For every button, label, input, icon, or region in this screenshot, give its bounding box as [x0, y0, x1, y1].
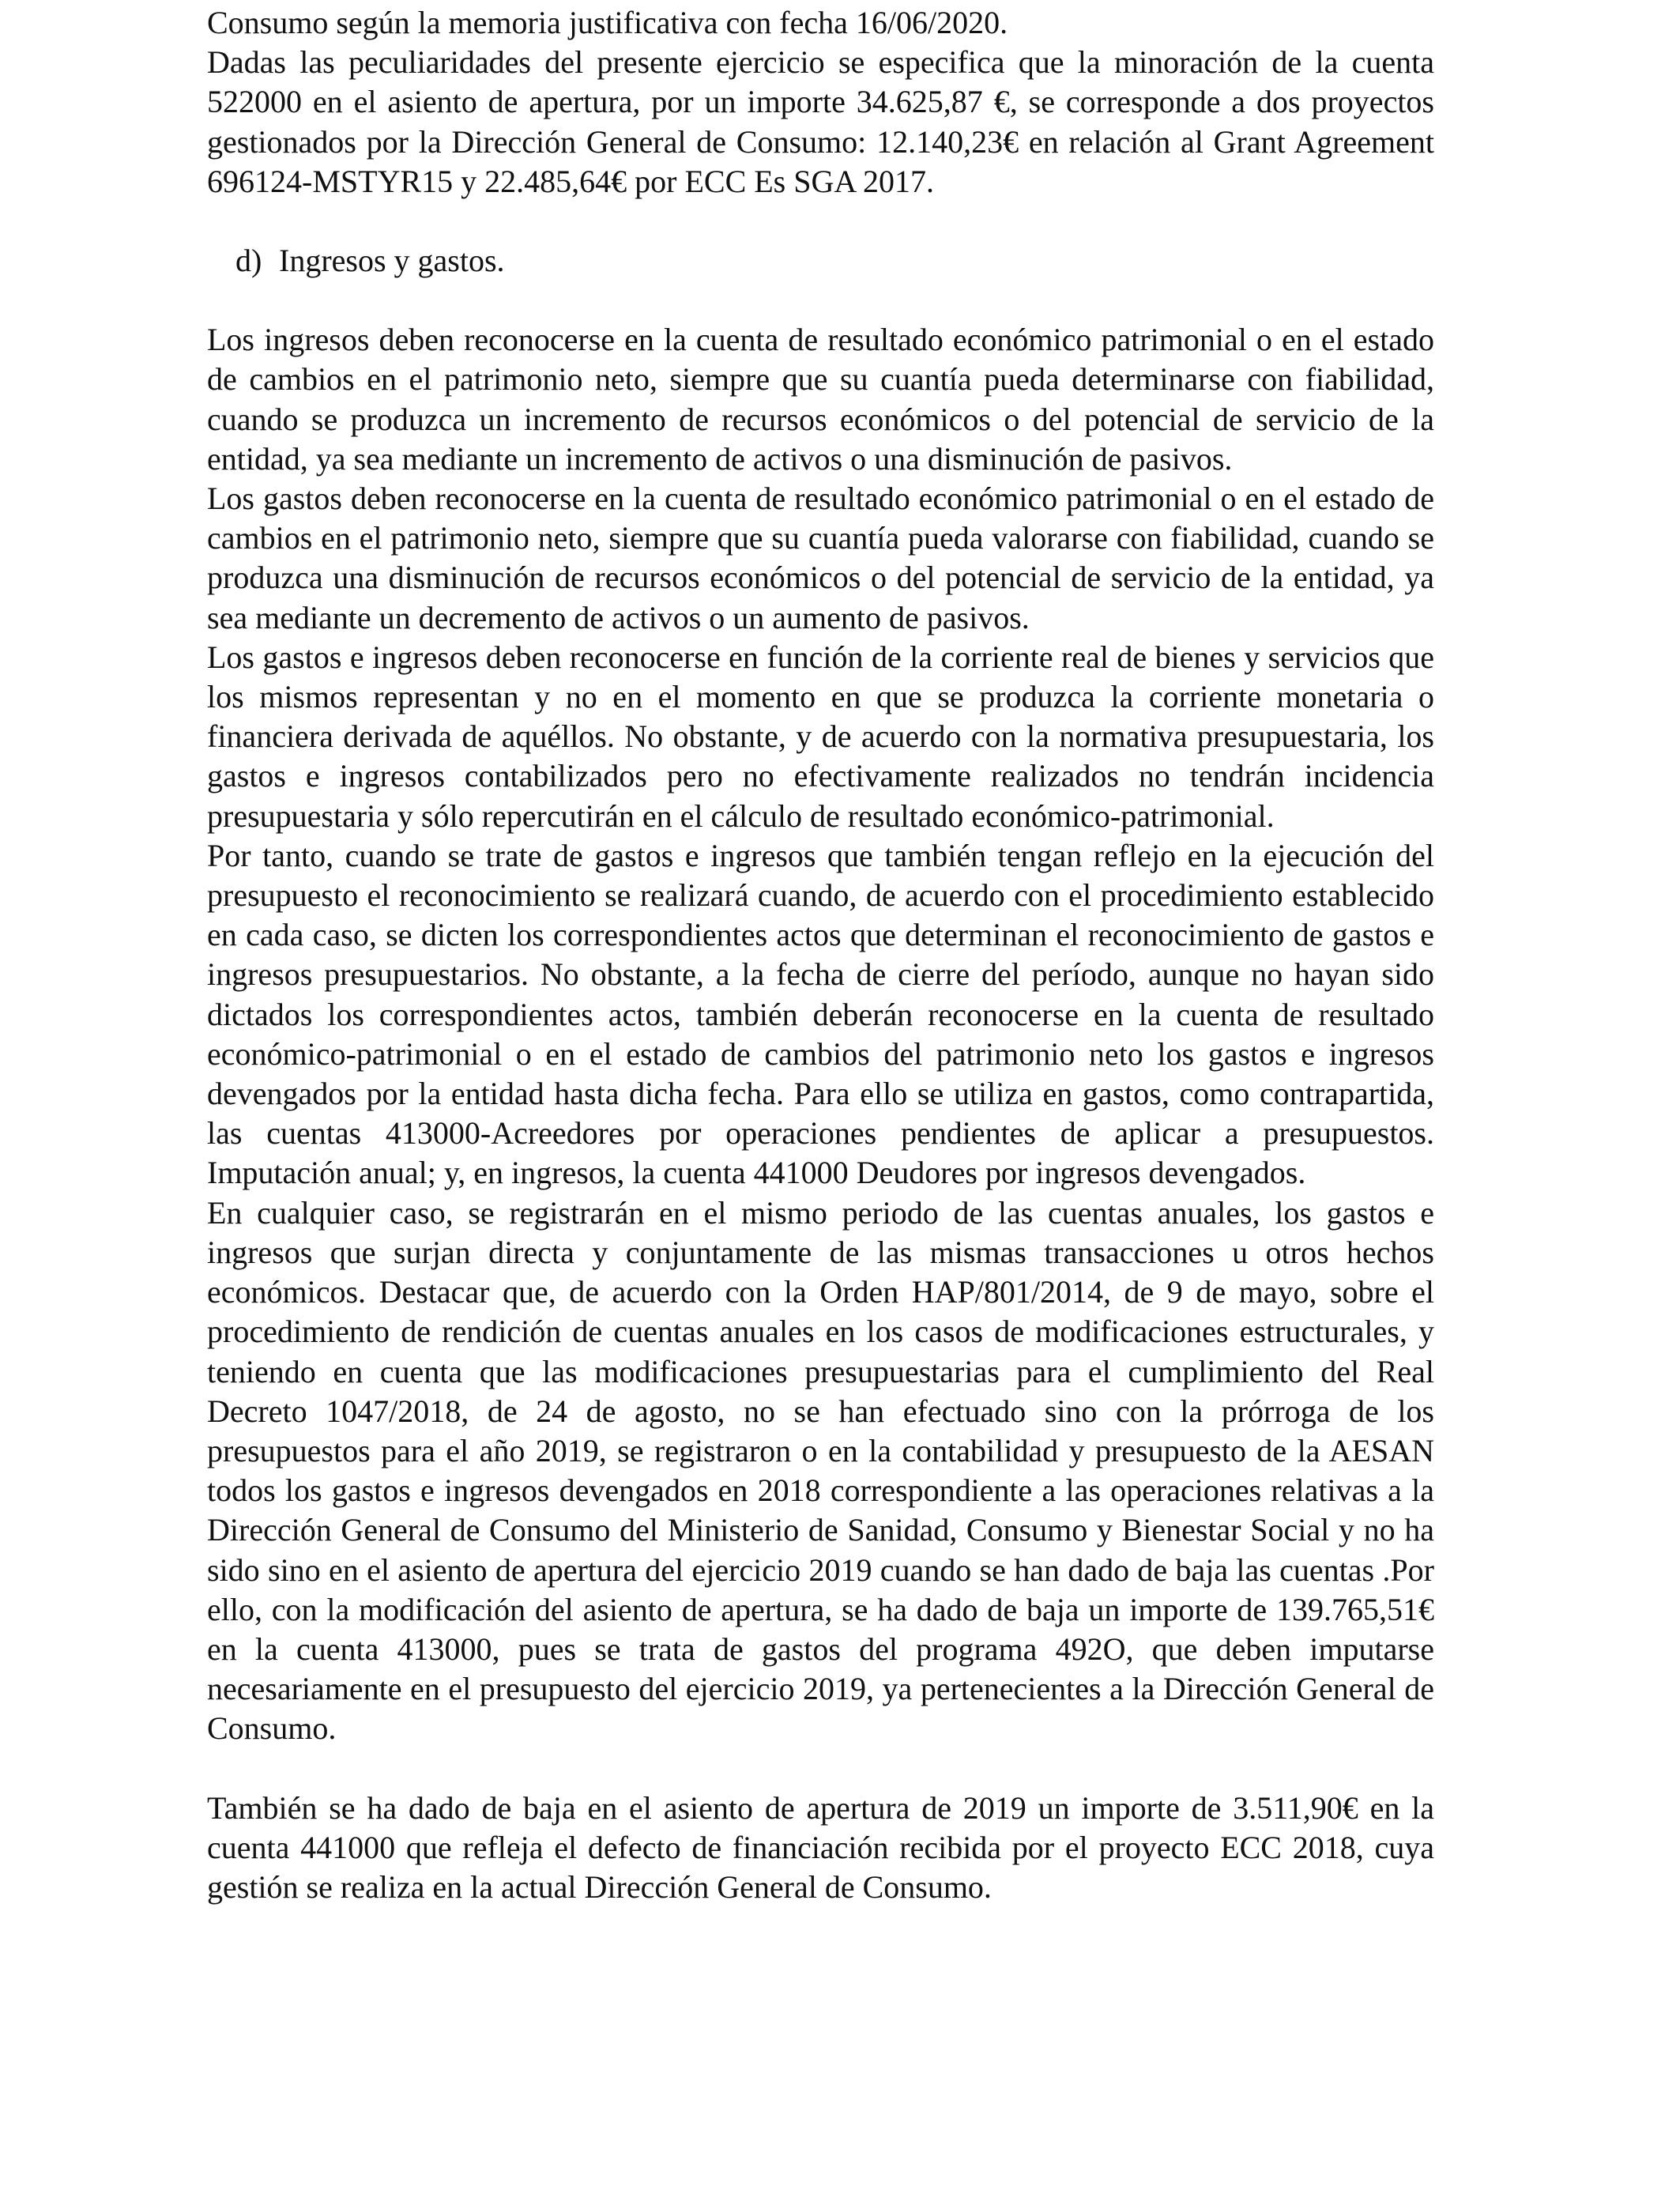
paragraph-minoracion-cuenta: Dadas las peculiaridades del presente ejercicio se especifica que la minoración de la cuenta 522000 en el asiento de apertura, por un importe 34.625,87 €, se corresponde a dos proyectos gestionados por la Dirección General de Consumo: 12.140,23€ en relación al Grant Agreement 696124-MSTYR15 y 22.485,64€ por ECC Es SGA 2017.	[207, 44, 1434, 199]
spacer	[207, 281, 1434, 320]
paragraph-corriente-real: Los gastos e ingresos deben reconocerse en función de la corriente real de bienes y servicios que los mismos representan y no en el momento en que se produzca la corriente monetaria o financiera derivada de aquéllos. No obstante, y de acuerdo con la normativa presupuestaria, los gastos e ingresos contabilizados pero no efectivamente realizados no tendrán incidencia presupuestaria y sólo repercutirán en el cálculo de resultado económico-patrimonial.	[207, 639, 1434, 834]
section-marker: d)	[235, 243, 262, 279]
spacer	[207, 1749, 1434, 1789]
paragraph-ingresos: Los ingresos deben reconocerse en la cuenta de resultado económico patrimonial o en el estado de cambios en el patrimonio neto, siempre que su cuantía pueda determinarse con fiabilidad, cuando se produzca un incremento de recursos económicos o del potencial de servicio de la entidad, ya sea mediante un incremento de activos o una disminución de pasivos.	[207, 322, 1434, 477]
paragraph-cualquier-caso: En cualquier caso, se registrarán en el mismo periodo de las cuentas anuales, los gastos e ingresos que surjan directa y conjuntamente de las mismas transacciones u otros hechos económicos. Destacar que, de acuerdo con la Orden HAP/801/2014, de 9 de mayo, sobre el procedimiento de rendición de cuentas anuales en los casos de modificaciones estructurales, y teniendo en cuenta que las modificaciones presupuestarias para el cumplimiento del Real Decreto 1047/2018, de 24 de agosto, no se han efectuado sino con la prórroga de los presupuestos para el año 2019, se registraron o en la contabilidad y presupuesto de la AESAN todos los gastos e ingresos devengados en 2018 correspondiente a las operaciones relativas a la Dirección General de Consumo del Ministerio de Sanidad, Consumo y Bienestar Social y no ha sido sino en el asiento de apertura del ejercicio 2019 cuando se han dado de baja las cuentas .Por ello, con la modificación del asiento de apertura, se ha dado de baja un importe de 139.765,51€ en la cuenta 413000, pues se trata de gastos del programa 492O, que deben imputarse necesariamente en el presupuesto del ejercicio 2019, ya pertenecientes a la Dirección General de Consumo.	[207, 1194, 1434, 1747]
section-title: Ingresos y gastos.	[279, 243, 505, 279]
paragraph-gastos: Los gastos deben reconocerse en la cuenta de resultado económico patrimonial o en el estado de cambios en el patrimonio neto, siempre que su cuantía pueda valorarse con fiabilidad, cuando se produzca una disminución de recursos económicos o del potencial de servicio de la entidad, ya sea mediante un decremento de activos o un aumento de pasivos.	[207, 481, 1434, 635]
paragraph-consumo-memoria: Consumo según la memoria justificativa con fecha 16/06/2020.	[207, 5, 1008, 40]
document-page	[207, 0, 1434, 1907]
spacer	[207, 202, 1434, 241]
paragraph-reconocimiento: Por tanto, cuando se trate de gastos e ingresos que también tengan reflejo en la ejecución del presupuesto el reconocimiento se realizará cuando, de acuerdo con el procedimiento establecido en cada caso, se dicten los correspondientes actos que determinan el reconocimiento de gastos e ingresos presupuestarios. No obstante, a la fecha de cierre del período, aunque no hayan sido dictados los correspondientes actos, también deberán reconocerse en la cuenta de resultado económico-patrimonial o en el estado de cambios del patrimonio neto los gastos e ingresos devengados por la entidad hasta dicha fecha. Para ello se utiliza en gastos, como contrapartida, las cuentas 413000-Acreedores por operaciones pendientes de aplicar a presupuestos. Imputación anual; y, en ingresos, la cuenta 441000 Deudores por ingresos devengados.	[207, 837, 1434, 1191]
section-heading-ingresos-gastos	[207, 241, 1434, 281]
paragraph-baja-441000: También se ha dado de baja en el asiento de apertura de 2019 un importe de 3.511,90€ en la cuenta 441000 que refleja el defecto de financiación recibida por el proyecto ECC 2018, cuya gestión se realiza en la actual Dirección General de Consumo.	[207, 1789, 1434, 1905]
